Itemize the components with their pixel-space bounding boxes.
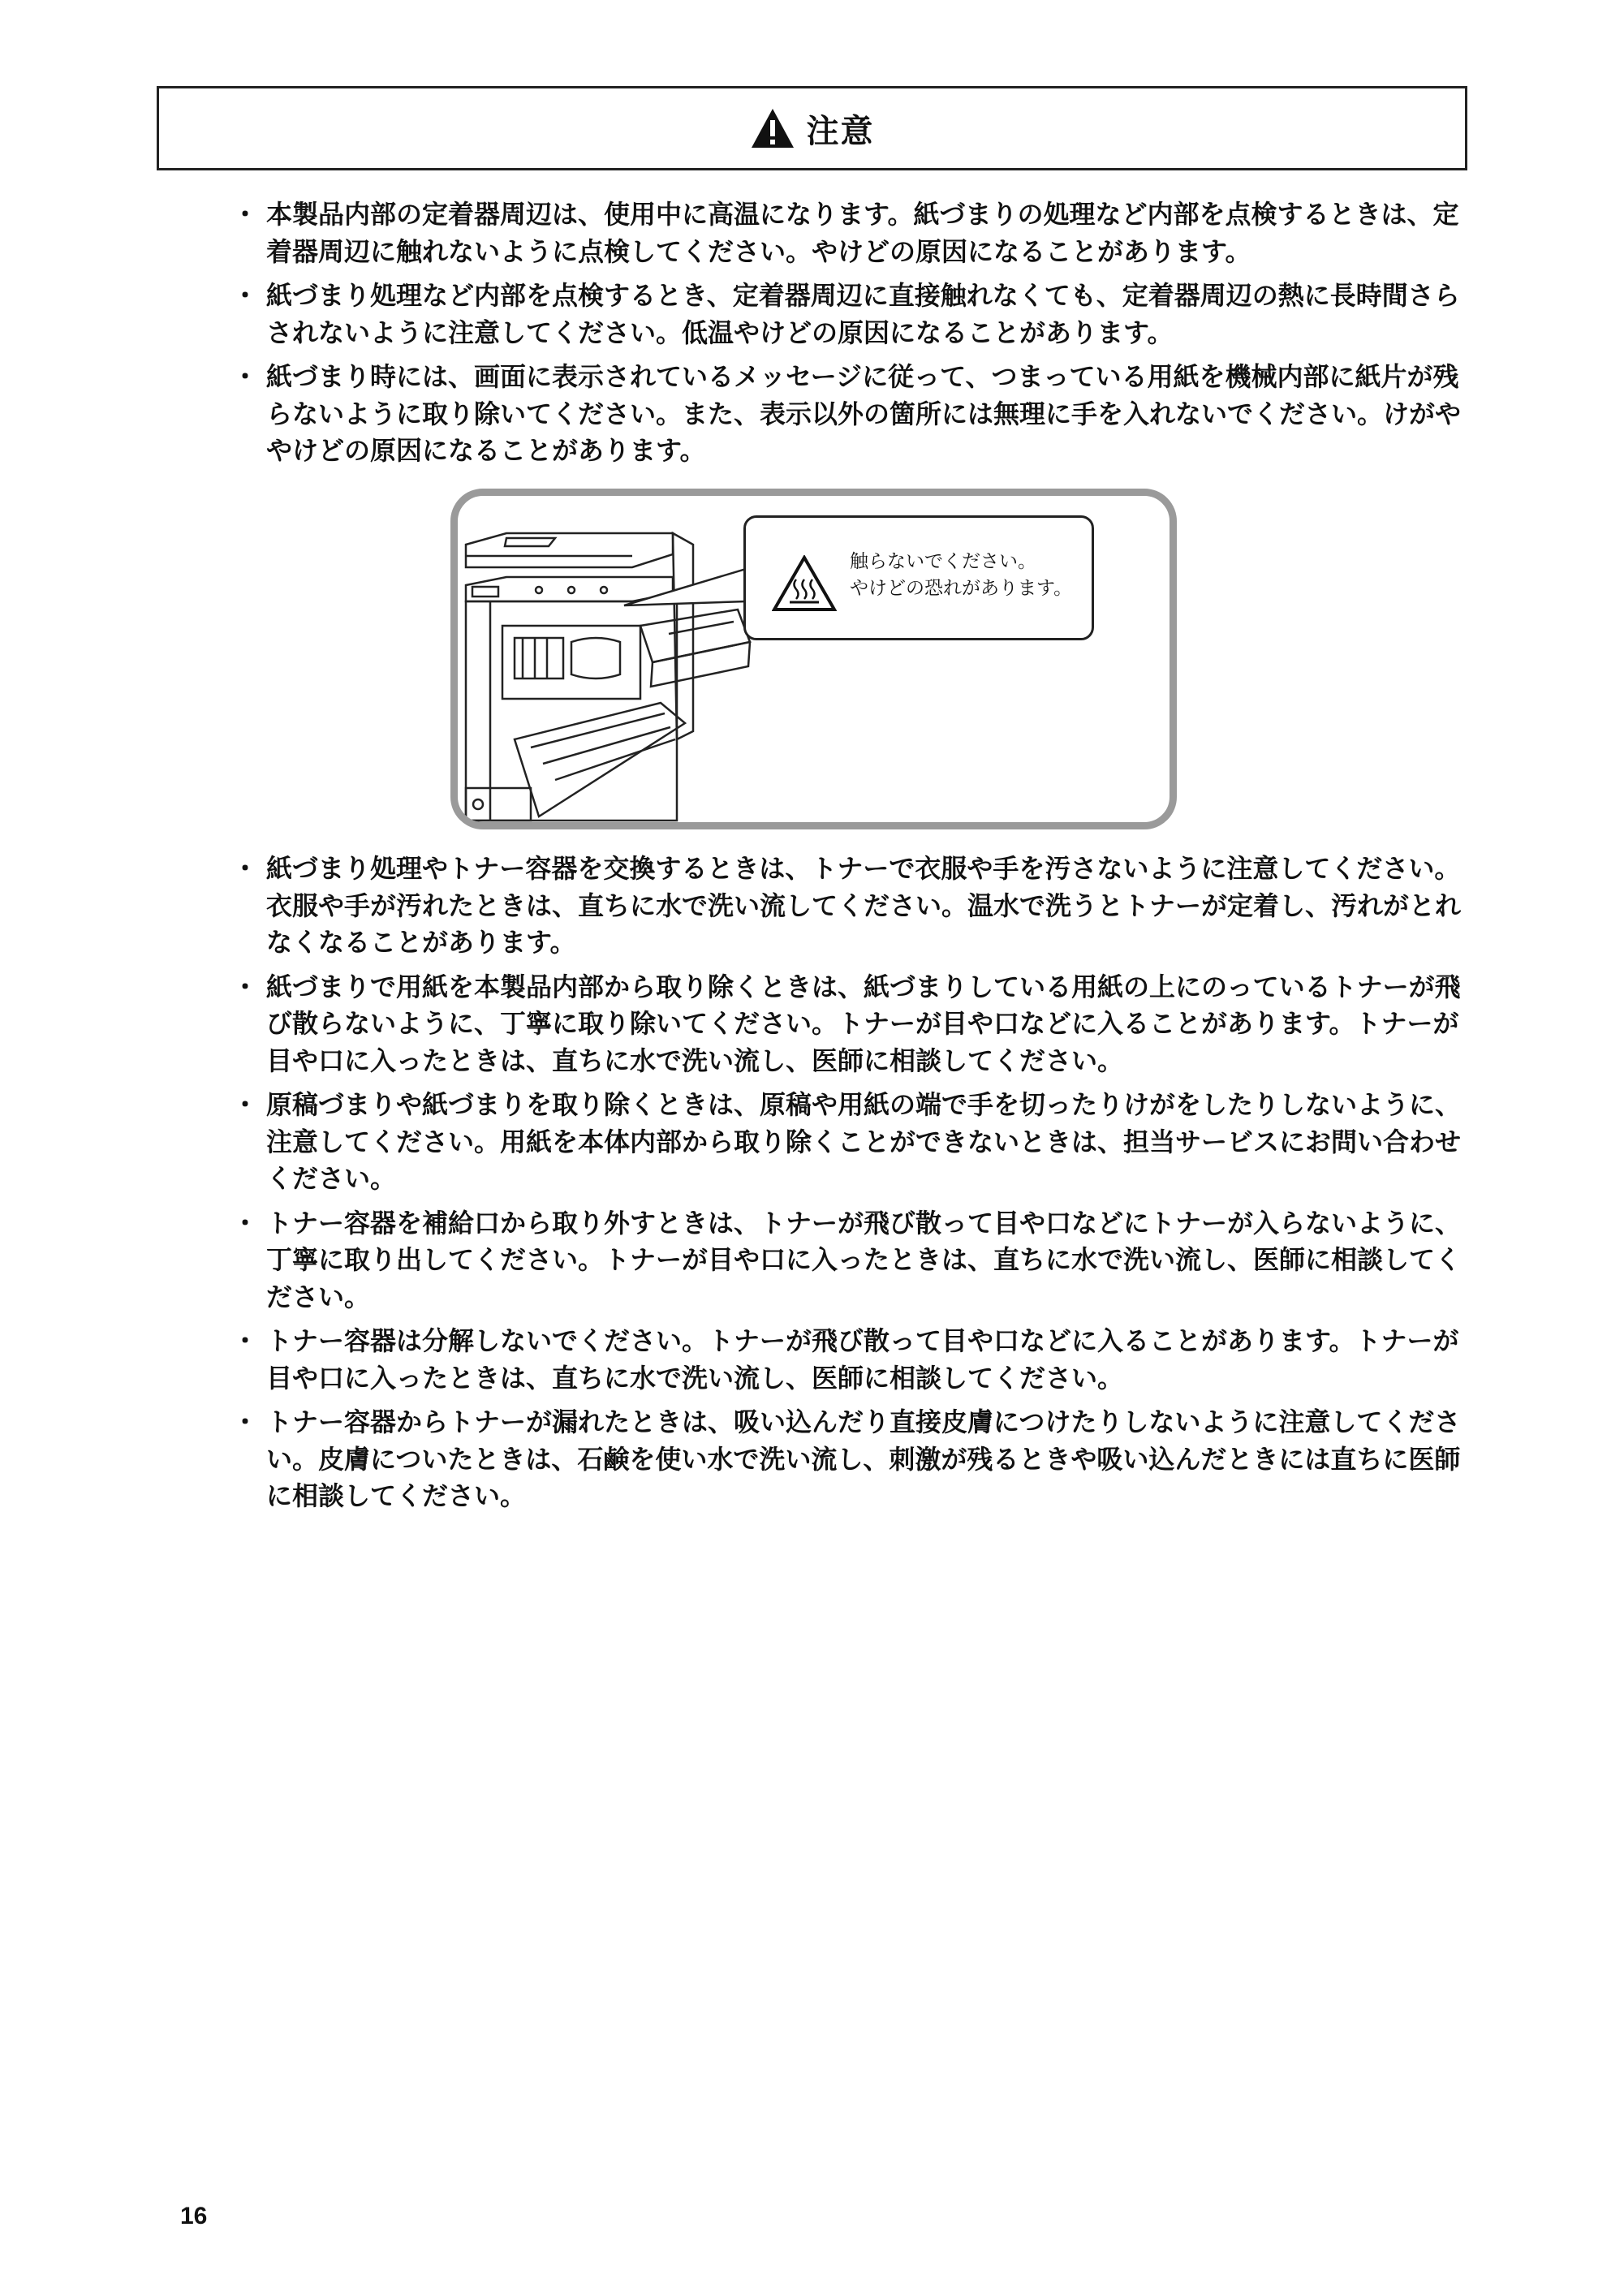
caution-item: ・ 紙づまりで用紙を本製品内部から取り除くときは、紙づまりしている用紙の上にのっているトナーが飛び散らないように、丁寧に取り除いてください。トナーが目や口などに入ることがあります。トナーが目や口に入ったときは、直ちに水で洗い流し、医師に相談してください。 xyxy=(243,969,1471,1080)
callout-line-2: やけどの恐れがあります。 xyxy=(850,578,1073,599)
warning-triangle-icon xyxy=(750,107,795,149)
caution-item: ・ トナー容器を補給口から取り外すときは、トナーが飛び散って目や口などにトナーが入らないように、丁寧に取り出してください。トナーが目や口に入ったときは、直ちに水で洗い流し、医師に相談してください。 xyxy=(243,1205,1471,1316)
caution-item: ・ 本製品内部の定着器周辺は、使用中に高温になります。紙づまりの処理など内部を点検するときは、定着器周辺に触れないように点検してください。やけどの原因になることがあります。 xyxy=(243,196,1471,270)
caution-header xyxy=(157,86,1467,170)
caution-list-bottom xyxy=(243,851,1471,1523)
caution-item: ・ 原稿づまりや紙づまりを取り除くときは、原稿や用紙の端で手を切ったりけがをしたりしないように、注意してください。用紙を本体内部から取り除くことができないときは、担当サービスにお問い合わせください。 xyxy=(243,1087,1471,1198)
caution-item: ・ 紙づまり処理など内部を点検するとき、定着器周辺に直接触れなくても、定着器周辺の熱に長時間さらされないように注意してください。低温やけどの原因になることがあります。 xyxy=(243,278,1471,351)
caution-item: ・ トナー容器からトナーが漏れたときは、吸い込んだり直接皮膚につけたりしないように注意してください。皮膚についたときは、石鹸を使い水で洗い流し、刺激が残るときや吸い込んだときには直ちに医師に相談してください。 xyxy=(243,1404,1471,1515)
callout-text xyxy=(850,549,1072,602)
caution-item: ・ トナー容器は分解しないでください。トナーが飛び散って目や口などに入ることがあります。トナーが目や口に入ったときは、直ちに水で洗い流し、医師に相談してください。 xyxy=(243,1323,1471,1397)
callout-line-1: 触らないでください。 xyxy=(850,551,1036,572)
caution-item: ・ 紙づまり時には、画面に表示されているメッセージに従って、つまっている用紙を機械内部に紙片が残らないように取り除いてください。また、表示以外の箇所には無理に手を入れないでください。けがややけどの原因になることがあります。 xyxy=(243,359,1471,470)
caution-item: ・ 紙づまり処理やトナー容器を交換するときは、トナーで衣服や手を汚さないように注意してください。衣服や手が汚れたときは、直ちに水で洗い流してください。温水で洗うとトナーが定着し、汚れがとれなくなることがあります。 xyxy=(243,851,1471,962)
caution-title: 注意 xyxy=(806,112,875,150)
page-number: 16 xyxy=(180,2203,208,2229)
hot-surface-callout xyxy=(743,515,1094,640)
caution-list-top xyxy=(243,196,1471,477)
fixing-unit-illustration xyxy=(450,489,1177,829)
hot-surface-icon xyxy=(772,555,837,612)
